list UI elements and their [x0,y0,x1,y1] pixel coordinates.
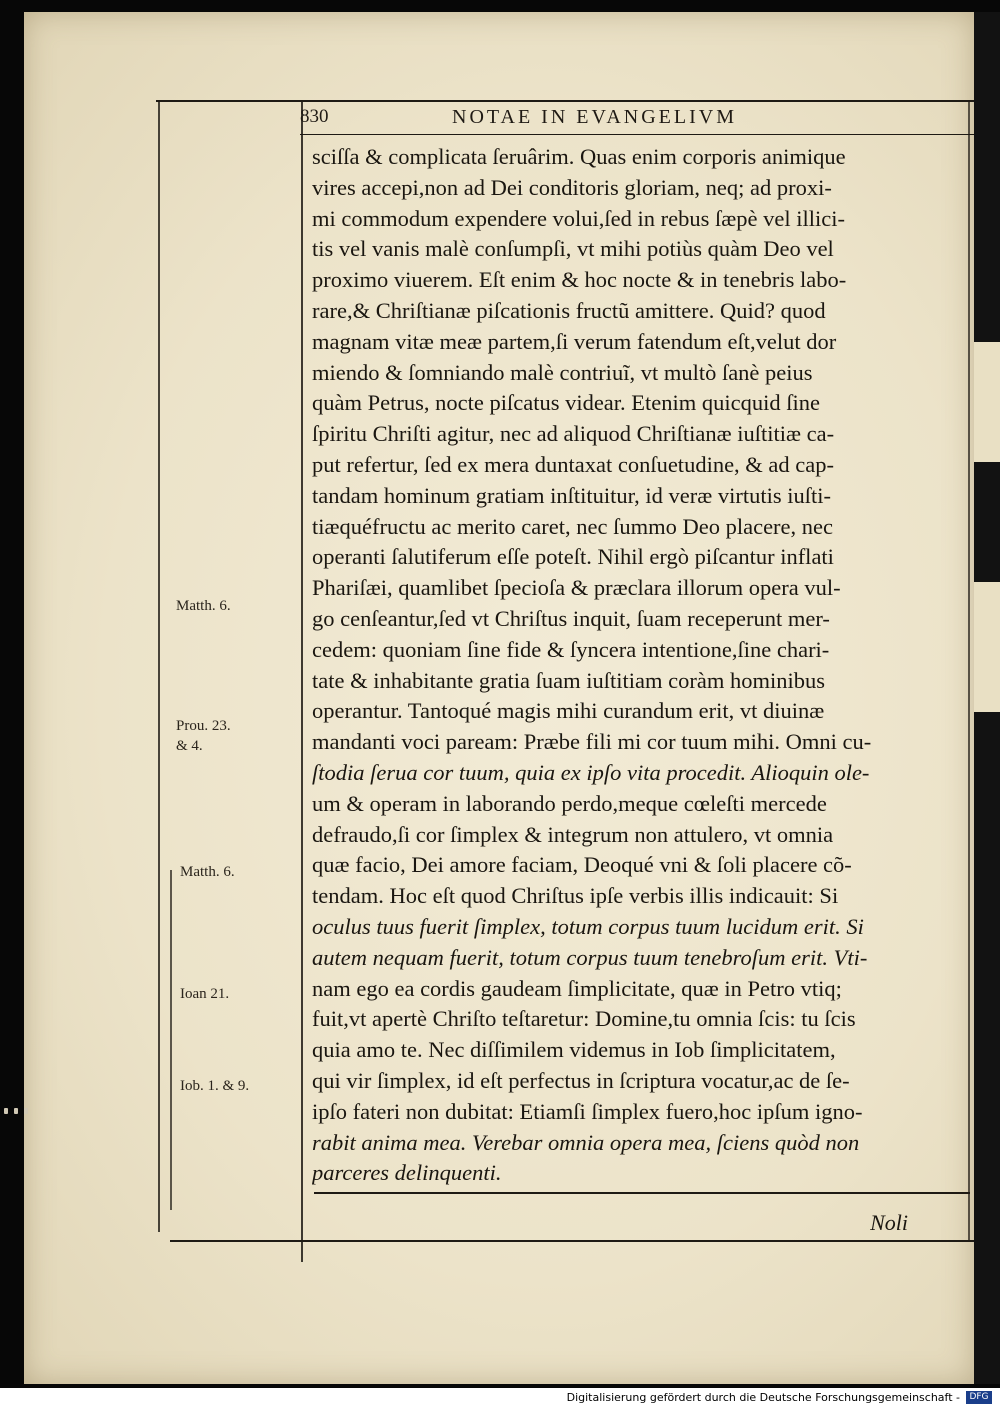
bottom-text-rule [314,1192,970,1194]
text-line: ſpiritu Chriſti agitur, nec ad aliquod Chriſtianæ iuſtitiæ ca- [312,421,835,447]
marginal-note: Prou. 23. [176,718,231,734]
marginal-note: Iob. 1. & 9. [180,1078,250,1094]
page-edge-tab [974,582,1000,712]
text-line: operanti ſalutiferum eſſe poteſt. Nihil ergò piſcantur inflati [312,544,834,570]
top-rule [156,100,978,102]
text-line: Phariſæi, quamlibet ſpecioſa & præclara illorum opera vul- [312,575,841,601]
text-line: tiæquéfructu ac merito caret, nec ſummo Deo placere, nec [312,513,834,539]
text-line: oculus tuus fuerit ſimplex, totum corpus tuum lucidum erit. Si [312,913,864,939]
footer-text: Digitalisierung gefördert durch die Deutsche Forschungsgemeinschaft - [566,1391,960,1404]
head-rule [300,134,978,135]
text-line: autem nequam fuerit, totum corpus tuum tenebroſum erit. Vti- [312,944,868,970]
marginal-note: Matth. 6. [176,598,231,614]
text-line: quàm Petrus, nocte piſcatus videar. Etenim quicquid ſine [312,390,821,416]
running-head [300,106,970,134]
text-line: magnam vitæ meæ partem,ſi verum fatendum eſt,velut dor [312,328,837,354]
marginal-note: Matth. 6. [180,864,235,880]
text-line: put refertur, ſed ex mera duntaxat conſuetudine, & ad cap- [312,451,835,477]
bottom-rule [170,1240,978,1242]
text-line: miendo & ſomniando malè contriuĩ, vt multò ſanè peius [312,359,813,385]
text-line: tate & inhabitante gratia ſuam iuſtitiam coràm hominibus [312,667,825,693]
text-line: vires accepi,non ad Dei conditoris gloriam, neq; ad proxi- [312,174,832,200]
right-rule [968,102,970,1242]
body-text [312,142,962,1189]
text-line: rabit anima mea. Verebar omnia opera mea, ſciens quòd non [312,1129,860,1155]
catchword: Noli [870,1210,908,1235]
page-edge-tab [974,342,1000,462]
text-line: ſtodia ſerua cor tuum, quia ex ipſo vita procedit. Alioquin ole- [312,759,870,785]
text-line: quæ facio, Dei amore faciam, Deoqué vni & ſoli placere cõ- [312,852,852,878]
text-line: um & operam in laborando perdo,meque cœleſti mercede [312,790,827,816]
text-line: rare,& Chriſtianæ piſcationis fructũ amittere. Quid? quod [312,297,826,323]
text-line: cedem: quoniam ſine fide & ſyncera intentione,ſine chari- [312,636,830,662]
digitization-footer [0,1388,1000,1409]
text-line: ipſo fateri non dubitat: Etiamſi ſimplex fuero,hoc ipſum igno- [312,1098,863,1124]
text-line: go cenſeantur,ſed vt Chriſtus inquit, ſuam receperunt mer- [312,605,830,631]
text-line: fuit,vt apertè Chriſto teſtaretur: Domine,tu omnia ſcis: tu ſcis [312,1006,856,1032]
text-line: sciſſa & complicata ſeruârim. Quas enim corporis animique [312,144,846,169]
margin-bracket-rule [170,870,172,1210]
marginal-note: & 4. [176,738,203,754]
text-line: tendam. Hoc eſt quod Chriſtus ipſe verbis illis indicauit: Si [312,883,839,909]
dfg-logo: DFG [966,1391,992,1404]
text-line: qui vir ſimplex, id eſt perfectus in ſcriptura vocatur,ac de ſe- [312,1067,850,1093]
text-line: nam ego ea cordis gaudeam ſimplicitate, quæ in Petro vtiq; [312,975,842,1001]
text-line: tandam hominum gratiam inſtituitur, id veræ virtutis iuſti- [312,482,832,508]
page-number: 830 [300,106,329,127]
text-line: mi commodum expendere volui,ſed in rebus ſæpè vel illici- [312,205,846,231]
text-line: proximo viuerem. Eſt enim & hoc nocte & in tenebris labo- [312,267,847,293]
column-rule [301,102,303,1262]
marginal-note: Ioan 21. [180,986,230,1002]
page-edge-bleed [974,12,1000,1384]
outer-left-rule [158,102,160,1232]
text-line: parceres delinquenti. [312,1160,502,1186]
text-line: tis vel vanis malè conſumpſi, vt mihi potiùs quàm Deo vel [312,236,834,262]
running-title: NOTAE IN EVANGELIVM [452,106,737,128]
text-line: quia amo te. Nec diſſimilem videmus in Iob ſimplicitatem, [312,1037,836,1063]
text-line: operantur. Tantoqué magis mihi curandum erit, vt diuinæ [312,698,825,724]
text-line: mandanti voci paream: Præbe fili mi cor tuum mihi. Omni cu- [312,729,872,755]
text-line: defraudo,ſi cor ſimplex & integrum non attulero, vt omnia [312,821,834,847]
